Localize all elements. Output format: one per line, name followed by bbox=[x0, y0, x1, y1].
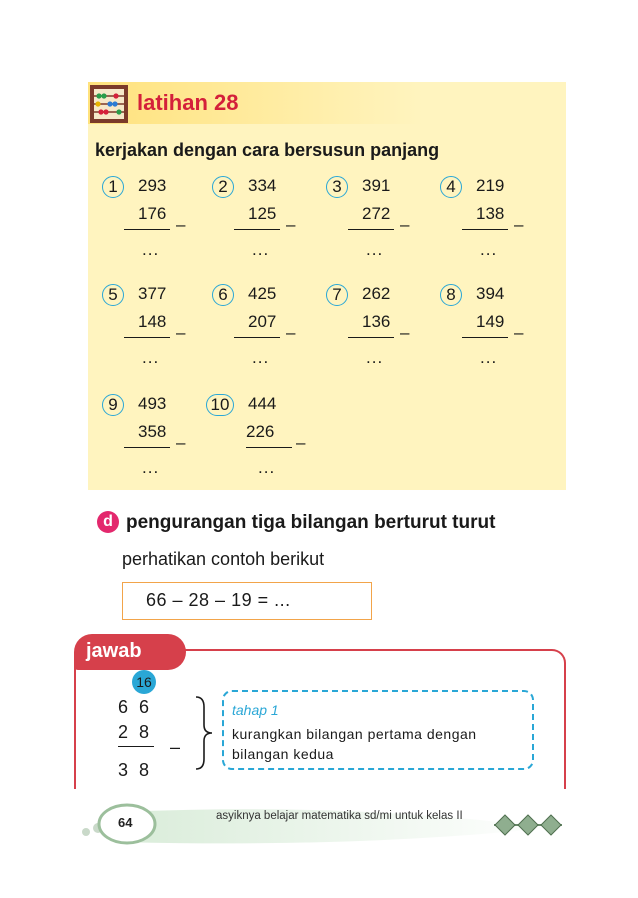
minus-sign: – bbox=[400, 323, 410, 342]
sum-line bbox=[348, 229, 394, 230]
answer-blank: ... bbox=[142, 458, 160, 477]
borrow-badge: 16 bbox=[132, 670, 156, 694]
minus-sign: – bbox=[286, 215, 296, 234]
problem-6 bbox=[212, 284, 322, 384]
subtrahend: 226 bbox=[246, 422, 275, 441]
section-title: pengurangan tiga bilangan berturut turut bbox=[126, 512, 496, 533]
problem-9 bbox=[102, 394, 212, 494]
sum-line bbox=[124, 337, 170, 338]
problem-number: 4 bbox=[440, 176, 462, 198]
sum-line bbox=[234, 337, 280, 338]
problem-number: 1 bbox=[102, 176, 124, 198]
minuend: 493 bbox=[138, 394, 167, 413]
problem-number: 6 bbox=[212, 284, 234, 306]
calc-minuend: 6 6 bbox=[118, 697, 153, 717]
minus-sign: – bbox=[286, 323, 296, 342]
subtrahend: 125 bbox=[248, 204, 277, 223]
minus-sign: – bbox=[296, 433, 306, 452]
sum-line bbox=[462, 337, 508, 338]
problem-5 bbox=[102, 284, 212, 384]
subtrahend: 176 bbox=[138, 204, 167, 223]
calc-subtrahend: 2 8 bbox=[118, 722, 153, 742]
page-number: 64 bbox=[118, 815, 133, 830]
problem-number: 8 bbox=[440, 284, 462, 306]
problem-4 bbox=[440, 176, 550, 276]
answer-blank: ... bbox=[366, 348, 384, 367]
minuend: 394 bbox=[476, 284, 505, 303]
minus-sign: – bbox=[176, 323, 186, 342]
right-brace-icon bbox=[192, 695, 216, 771]
calc-result: 3 8 bbox=[118, 760, 153, 780]
problem-number: 9 bbox=[102, 394, 124, 416]
exercise-title: latihan 28 bbox=[137, 90, 239, 115]
step-title: tahap 1 bbox=[232, 702, 279, 718]
section-badge: d bbox=[97, 511, 119, 533]
problem-number: 3 bbox=[326, 176, 348, 198]
sum-line bbox=[124, 229, 170, 230]
subtrahend: 358 bbox=[138, 422, 167, 441]
problem-8 bbox=[440, 284, 550, 384]
footer-caption: asyiknya belajar matematika sd/mi untuk kelas II bbox=[216, 810, 463, 822]
problem-10 bbox=[206, 394, 316, 494]
answer-blank: ... bbox=[480, 348, 498, 367]
answer-blank: ... bbox=[366, 240, 384, 259]
answer-blank: ... bbox=[252, 348, 270, 367]
problem-number: 5 bbox=[102, 284, 124, 306]
answer-label: jawab bbox=[86, 640, 142, 662]
sum-line bbox=[246, 447, 292, 448]
subtrahend: 149 bbox=[476, 312, 505, 331]
minuend: 334 bbox=[248, 176, 277, 195]
minuend: 219 bbox=[476, 176, 505, 195]
answer-blank: ... bbox=[480, 240, 498, 259]
problem-3 bbox=[326, 176, 436, 276]
answer-blank: ... bbox=[142, 348, 160, 367]
exercise-instruction: kerjakan dengan cara bersusun panjang bbox=[95, 140, 440, 160]
minuend: 293 bbox=[138, 176, 167, 195]
subtrahend: 148 bbox=[138, 312, 167, 331]
diamond-chain-icon bbox=[494, 814, 562, 836]
problem-7 bbox=[326, 284, 436, 384]
minuend: 391 bbox=[362, 176, 391, 195]
problem-number: 2 bbox=[212, 176, 234, 198]
section-subtitle: perhatikan contoh berikut bbox=[122, 549, 325, 569]
sum-line bbox=[124, 447, 170, 448]
subtrahend: 207 bbox=[248, 312, 277, 331]
minuend: 425 bbox=[248, 284, 277, 303]
minus-sign: – bbox=[176, 433, 186, 452]
minus-sign: – bbox=[514, 215, 524, 234]
step-text: kurangkan bilangan pertama dengan bilangan kedua bbox=[232, 726, 477, 762]
answer-blank: ... bbox=[142, 240, 160, 259]
minus-sign: – bbox=[400, 215, 410, 234]
problem-number: 10 bbox=[206, 394, 234, 416]
problem-2 bbox=[212, 176, 322, 276]
minuend: 262 bbox=[362, 284, 391, 303]
minus-sign: – bbox=[176, 215, 186, 234]
subtrahend: 138 bbox=[476, 204, 505, 223]
example-expression: 66 – 28 – 19 = ... bbox=[146, 590, 291, 610]
minus-sign: – bbox=[514, 323, 524, 342]
minuend: 444 bbox=[248, 394, 277, 413]
sum-line bbox=[348, 337, 394, 338]
problem-number: 7 bbox=[326, 284, 348, 306]
sum-line bbox=[462, 229, 508, 230]
calc-line bbox=[118, 746, 154, 747]
subtrahend: 272 bbox=[362, 204, 391, 223]
answer-blank: ... bbox=[252, 240, 270, 259]
minuend: 377 bbox=[138, 284, 167, 303]
subtrahend: 136 bbox=[362, 312, 391, 331]
problem-1 bbox=[102, 176, 212, 276]
calc-minus-sign: – bbox=[170, 737, 181, 757]
answer-blank: ... bbox=[258, 458, 276, 477]
abacus-icon bbox=[89, 84, 129, 124]
sum-line bbox=[234, 229, 280, 230]
